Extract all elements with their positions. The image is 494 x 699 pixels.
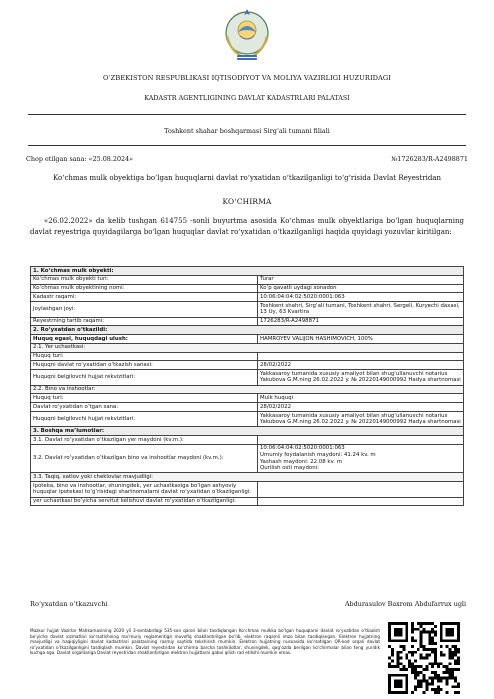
agency-name: KADASTR AGENTLIGINING DAVLAT KADASTRLARI PALATASI	[144, 94, 350, 102]
table-row	[31, 385, 464, 394]
field-label: Huquqni belgilovchi hujjat rekvizitlari:	[31, 370, 258, 385]
field-value: 10:06:04:04:02:5020:0001:063	[258, 293, 464, 302]
field-label: Huquq turi:	[31, 352, 258, 361]
branch-name: Toshkent shahar boshqarmasi Sirg‘ali tumani filiali	[164, 127, 330, 135]
subsection-heading: 3.3. Taqiq, xatlov yoki cheklovlar mavjudligi:	[31, 473, 464, 482]
table-row	[31, 444, 464, 473]
qr-code-icon	[388, 622, 460, 694]
field-value: Turar	[258, 275, 464, 284]
field-label: Huquq turi:	[31, 394, 258, 403]
table-row	[31, 267, 464, 276]
field-value	[258, 436, 464, 445]
document-title: Ko‘chmas mulk obyektiga bo‘lgan huquqlarni davlat ro‘yxatidan o‘tkazilganligi to‘g‘risida Davlat Reyestridan	[52, 174, 441, 182]
section-heading: 3. Boshqa ma’lumotlar:	[31, 427, 464, 436]
table-row	[31, 482, 464, 497]
table-row	[31, 352, 464, 361]
field-value: Toshkent shahri, Sirg‘ali tumani, Toshkent shahri, Sergeli, Kurувchi daxasi, 13 Uy, 63 Kvartira	[258, 302, 464, 317]
field-label: Joylashgan joyi:	[31, 302, 258, 317]
document-subtitle: KO‘CHIRMA	[222, 197, 272, 206]
footer-note: Mazkur hujjat Vazirlar Mahkamasining 2020 yil 3-sentabrdagi 535-son qarori bilan tasdiqlangan Ko‘chmas mulkka bo‘lgan huquqlarni davlat ro‘yxatidan o‘tkazish bo‘yicha davlat xizmatlari ko‘rsatishning ma’muriy reglamentiga muvofiq shakllantirilgan bo‘lib, elektron raqamli imzo bilan tasdiqlangan. Elektron hujjatning mavjudligi va haqiqiyligini davlat kadastrlari palatasining rasmiy saytida tekshirish mumkin. Elektron hujjatning nusxasida ko‘rsatilgan QR-kod orqali davlat ro‘yxatidan o‘tkazilganligini tasdiqlash mumkin. Davlat reyestridan ko‘chirma barcha tashkilotlar, shuningdek, qog‘ozda berilgan ko‘chirmalar bilan teng yuridik kuchga ega. Davlat organlariga Davlat reyestridan shakllantirilgan elektron hujjatlarni qabul qilish rad etilishi mumkin emas.	[30, 628, 380, 656]
field-label: Kadastr raqami:	[31, 293, 258, 302]
field-value: 28/02/2022	[258, 361, 464, 370]
table-row	[31, 275, 464, 284]
field-value: 28/02/2022	[258, 403, 464, 412]
print-date: Chop etilgan sana: «25.08.2024»	[26, 155, 134, 163]
table-row	[31, 284, 464, 293]
field-value: 1726283/R-A2498871	[258, 317, 464, 326]
table-row	[31, 411, 464, 426]
field-value: HAMROYEV VALIJON HASHIMOVICH, 100%	[258, 335, 464, 344]
field-value	[258, 482, 464, 497]
subsection-heading: 2.2. Bino va inshootlar:	[31, 385, 464, 394]
registry-table	[30, 266, 464, 506]
table-row	[31, 302, 464, 317]
field-label: Davlat ro‘yxatidan o‘tgan sana:	[31, 403, 258, 412]
table-row	[31, 326, 464, 335]
table-row	[31, 403, 464, 412]
state-emblem-icon	[222, 6, 272, 62]
table-row	[31, 370, 464, 385]
field-label: Huquqni belgilovchi hujjat rekvizitlari:	[31, 411, 258, 426]
table-row	[31, 293, 464, 302]
field-value: Mulk huquqi	[258, 394, 464, 403]
divider	[28, 145, 466, 146]
divider	[28, 114, 466, 115]
field-label: Huquq egasi, huquqdagi ulush:	[31, 335, 258, 344]
field-label: Ipoteka, bino va inshootlar, shuningdek, yer uchastkasiga bo‘lgan ashyoviy huquqlar ipotekasi to‘g‘risidagi shartnomalarni davlat ro‘yxatidan o‘tkazilganligi:	[31, 482, 258, 497]
field-value	[258, 497, 464, 506]
field-label: Huquqni davlat ro‘yxatidan o‘tkazish sanasi:	[31, 361, 258, 370]
field-value: Yakkasaroy tumanida xususiy amaliyot bilan shug‘ullanuvchi notarius Yakubova G.M.ning 26.02.2022 y. № 20220149000992 Hadya shartnomasi	[258, 411, 464, 426]
subsection-heading: 2.1. Yer uchastkasi:	[31, 343, 464, 352]
field-label: 3.1. Davlat ro‘yxatidan o‘tkazilgan yer maydoni (kv.m.):	[31, 436, 258, 445]
table-row	[31, 427, 464, 436]
table-row	[31, 497, 464, 506]
section-heading: 1. Ko‘chmas mulk obyekti:	[31, 267, 464, 276]
table-row	[31, 394, 464, 403]
field-value: Yakkasaroy tumanida xususiy amaliyot bilan shug‘ullanuvchi notarius Yakubova G.M.ning 26.02.2022 y. № 20220149000992 Hadya shartnomasi	[258, 370, 464, 385]
registrar-name: Abdurasulov Baxrom Abdufarrux ugli	[344, 600, 466, 608]
section-heading: 2. Ro‘yxatdan o‘tkazildi:	[31, 326, 464, 335]
table-row	[31, 335, 464, 344]
intro-paragraph: «26.02.2022» da kelib tushgan 614755 -sonli buyurtma asosida Ko‘chmas mulk obyektlariga bo‘lgan huquqlarning davlat reyestriga quyidagilarga bo‘lgan huquqlar davlat ro‘yxatidan o‘tkazilganligi haqida quyidagi yozuvlar kiritilgan:	[30, 217, 464, 236]
field-label: Reyestrning tartib raqami:	[31, 317, 258, 326]
table-row	[31, 317, 464, 326]
field-label: Ko‘chmas mulk obyektining nomi:	[31, 284, 258, 293]
table-row	[31, 361, 464, 370]
field-label: yer uchastkasi bo‘yicha servitut kelishuvi davlat ro‘yxatidan o‘tkazilganligi:	[31, 497, 258, 506]
field-value: 10:06:04:04:02:5020:0001:063 Umumiy foydalanish maydoni: 41.24 kv. m Yashash maydoni: 22.08 kv. m Qurilish osti maydoni:	[258, 444, 464, 473]
table-row	[31, 343, 464, 352]
document-number: №1726283/R-A2498871	[391, 155, 468, 163]
field-label: 3.2. Davlat ro‘yxatidan o‘tkazilgan bino va inshootlar maydoni (kv.m.):	[31, 444, 258, 473]
field-value: Ko‘p qavatli uydagi xonadon	[258, 284, 464, 293]
field-label: Ko‘chmas mulk obyekti turi:	[31, 275, 258, 284]
table-row	[31, 436, 464, 445]
registrar-label: Ro‘yxatdan o‘tkazuvchi	[30, 600, 108, 608]
field-value	[258, 352, 464, 361]
table-row	[31, 473, 464, 482]
ministry-name: O‘ZBEKISTON RESPUBLIKASI IQTISODIYOT VA MOLIYA VAZIRLIGI HUZURIDAGI	[102, 74, 391, 82]
